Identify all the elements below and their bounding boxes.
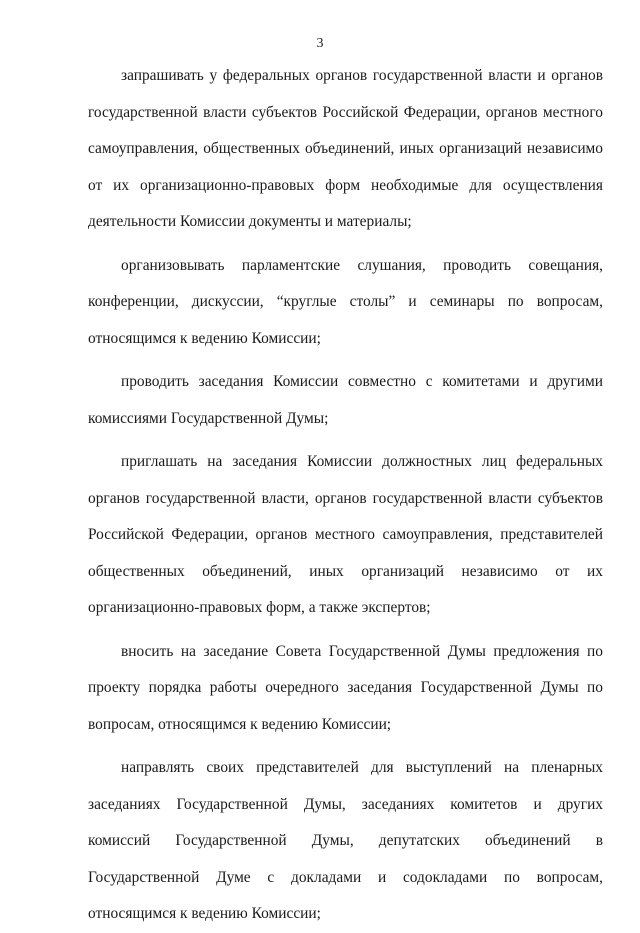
text-line: комиссий Государственной Думы, депутатских объединений в [88,832,603,849]
text-line: от их организационно-правовых форм необходимые для осуществления [88,176,603,194]
text-line: конференции, дискуссии, “круглые столы” и семинары по вопросам, [88,293,603,310]
text-line: Государственной Думе с докладами и содокладами по вопросам, [88,868,603,886]
text-line: проводить заседания Комиссии совместно с комитетами и другими [121,373,603,390]
text-line: вносить на заседание Совета Государственной Думы предложения по [121,642,603,660]
paragraph-invite-officials [88,444,603,627]
paragraph-organize-hearings [88,248,603,358]
paragraph-send-representatives [88,750,603,933]
text-line: проекту порядка работы очередного заседания Государственной Думы по [88,679,603,696]
text-line: относящимся к ведению Комиссии; [88,905,321,922]
document-body [88,58,603,933]
page-number: 3 [316,36,324,51]
text-line: Российской Федерации, органов местного самоуправления, представителей [88,526,603,543]
text-line: вопросам, относящимся к ведению Комиссии; [88,715,392,733]
text-line: комиссиями Государственной Думы; [88,409,329,427]
text-line: деятельности Комиссии документы и материалы; [88,213,412,230]
text-line: организовывать парламентские слушания, проводить совещания, [121,256,603,274]
text-line: органов государственной власти, органов государственной власти субъектов [88,489,603,507]
text-line: заседаниях Государственной Думы, заседаниях комитетов и других [88,795,603,813]
text-line: направлять своих представителей для выступлений на пленарных [121,759,603,776]
text-line: приглашать на заседания Комиссии должностных лиц федеральных [121,453,603,470]
paragraph-request-materials [88,58,603,241]
text-line: общественных объединений, иных организаций независимо от их [88,562,603,580]
text-line: организационно-правовых форм, а также экспертов; [88,599,431,616]
paragraph-submit-proposals [88,634,603,744]
paragraph-joint-meetings [88,364,603,437]
text-line: относящимся к ведению Комиссии; [88,329,321,347]
text-line: государственной власти субъектов Российской Федерации, органов местного [88,103,603,121]
text-line: самоуправления, общественных объединений, иных организаций независимо [88,140,603,157]
text-line: запрашивать у федеральных органов государственной власти и органов [121,67,603,84]
